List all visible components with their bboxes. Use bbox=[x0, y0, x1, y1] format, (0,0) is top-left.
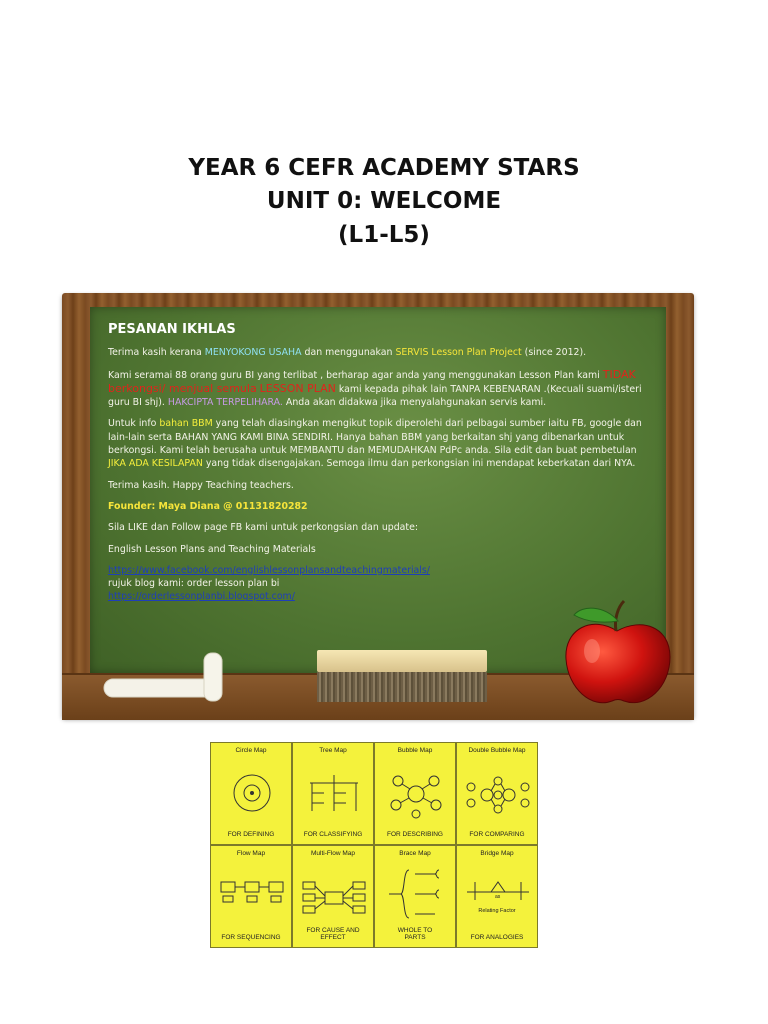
map-cell-bridge bbox=[456, 845, 538, 948]
map-title: Circle Map bbox=[235, 747, 267, 754]
multi-flow-map-icon bbox=[301, 878, 367, 918]
map-title: Bridge Map bbox=[480, 850, 514, 857]
map-caption: FOR DEFINING bbox=[227, 831, 275, 838]
bridge-as-label: as bbox=[495, 894, 501, 900]
message-thanks: Terima kasih. Happy Teaching teachers. bbox=[108, 479, 294, 491]
title-line-2: UNIT 0: WELCOME bbox=[266, 188, 502, 214]
map-caption: FOR CAUSE AND EFFECT bbox=[306, 927, 360, 941]
brace-map-icon bbox=[385, 866, 447, 922]
map-title: Multi-Flow Map bbox=[310, 850, 356, 857]
bubble-map-icon bbox=[388, 769, 444, 819]
tree-map-icon bbox=[304, 769, 364, 819]
map-caption: FOR SEQUENCING bbox=[221, 934, 281, 941]
board-message bbox=[108, 323, 648, 604]
map-caption: FOR ANALOGIES bbox=[470, 934, 524, 941]
map-title: Tree Map bbox=[319, 747, 347, 754]
apple-icon bbox=[552, 593, 682, 713]
message-paragraph-1: Terima kasih kerana MENYOKONG USAHA dan menggunakan SERVIS Lesson Plan Project (since 2012). bbox=[108, 347, 587, 359]
chalkboard bbox=[62, 293, 694, 718]
map-cell-bubble bbox=[374, 742, 456, 845]
double-bubble-map-icon bbox=[465, 773, 531, 817]
fb-page-name: English Lesson Plans and Teaching Materials bbox=[108, 543, 316, 555]
map-cell-brace bbox=[374, 845, 456, 948]
bridge-map-icon bbox=[465, 876, 531, 902]
blog-label: rujuk blog kami: order lesson plan bi bbox=[108, 578, 280, 590]
message-paragraph-2: Kami seramai 88 orang guru BI yang terlibat , berharap agar anda yang menggunakan Lesson Plan kami TIDAK berkongsi/ menjual semula LESSON PLAN kami kepada pihak lain TANPA KEBENARAN .(Kecuali suami/isteri guru BI shj). HAKCIPTA TERPELIHARA. Anda akan didakwa jika menyalahgunakan servis kami. bbox=[108, 367, 642, 409]
map-caption: FOR CLASSIFYING bbox=[303, 831, 363, 838]
map-caption: FOR DESCRIBING bbox=[387, 831, 443, 838]
circle-map-icon bbox=[232, 773, 272, 813]
eraser-icon bbox=[317, 650, 487, 672]
map-cell-double-bubble bbox=[456, 742, 538, 845]
title-line-1: YEAR 6 CEFR ACADEMY STARS bbox=[188, 155, 580, 181]
message-heading: PESANAN IKHLAS bbox=[108, 322, 236, 337]
message-paragraph-3: Untuk info bahan BBM yang telah diasingkan mengikut topik diperolehi dari pelbagai sumber iaitu FB, google dan lain-lain serta BAHAN YANG KAMI BINA SENDIRI. Hanya bahan BBM yang berkaitan shj yang dibenarkan untuk berkongsi. Kami telah berusaha untuk MEMBANTU dan MEMUDAHKAN PdPc anda. Sila edit dan buat pembetulan JIKA ADA KESILAPAN yang tidak disengajakan. Semoga ilmu dan perkongsian ini mendapat keberkatan dari NYA. bbox=[108, 418, 642, 470]
title-line-3: (L1-L5) bbox=[338, 222, 430, 248]
map-title: Flow Map bbox=[236, 850, 266, 857]
map-cell-tree bbox=[292, 742, 374, 845]
map-title: Double Bubble Map bbox=[468, 747, 526, 754]
eraser-felt bbox=[317, 672, 487, 702]
founder-line: Founder: Maya Diana @ 01131820282 bbox=[108, 500, 308, 512]
thinking-maps-chart bbox=[210, 742, 538, 948]
blog-link[interactable]: https://orderlessonplanbi.blogspot.com/ bbox=[108, 591, 295, 603]
follow-line: Sila LIKE dan Follow page FB kami untuk perkongsian dan update: bbox=[108, 522, 419, 534]
map-caption: FOR COMPARING bbox=[469, 831, 525, 838]
map-cell-multi-flow bbox=[292, 845, 374, 948]
relating-factor-label: Relating Factor bbox=[478, 908, 516, 914]
map-title: Brace Map bbox=[399, 850, 431, 857]
chalk-icon bbox=[100, 645, 240, 705]
map-cell-flow bbox=[210, 845, 292, 948]
map-title: Bubble Map bbox=[397, 747, 433, 754]
facebook-link[interactable]: https://www.facebook.com/englishlessonplansandteachingmaterials/ bbox=[108, 564, 430, 576]
map-cell-circle bbox=[210, 742, 292, 845]
flow-map-icon bbox=[219, 876, 285, 916]
map-caption: WHOLE TO PARTS bbox=[397, 927, 433, 941]
